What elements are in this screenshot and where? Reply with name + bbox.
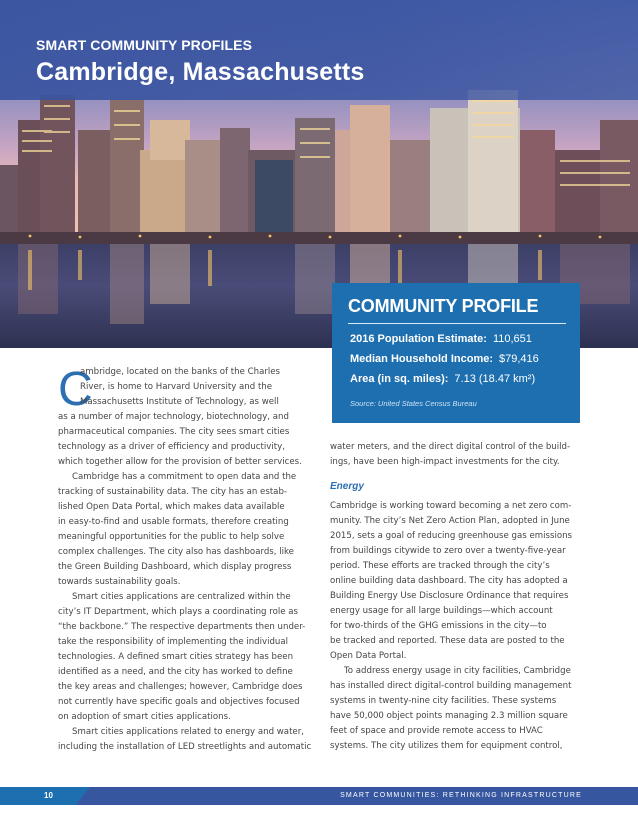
text-line: complex challenges. The city also has dashboards, like — [58, 547, 294, 557]
text-line: ambridge, located on the banks of the Charles — [80, 367, 281, 377]
text-line: Building Energy Use Disclosure Ordinance that requires — [330, 591, 569, 601]
text-line: in easy-to-find and usable formats, therefore creating — [58, 517, 289, 527]
stat-label: Area (in sq. miles): — [350, 373, 449, 385]
body-left-column — [58, 365, 320, 755]
text-line: has installed direct digital-control building management — [330, 681, 572, 691]
body-right-column — [330, 440, 590, 754]
text-line: the key areas and challenges; however, Cambridge does — [58, 682, 303, 692]
text-line: tracking of sustainability data. The city has an estab- — [58, 487, 288, 497]
stat-label: 2016 Population Estimate: — [350, 333, 487, 345]
text-line: from buildings citywide to zero over a twenty-five-year — [330, 546, 566, 556]
text-line: as a number of major technology, biotechnology, and — [58, 412, 289, 422]
community-profile-box — [332, 283, 580, 423]
text-line: for two-thirds of the GHG emissions in the city—to — [330, 621, 547, 631]
text-line: identified as a need, and the city has worked to define — [58, 667, 293, 677]
text-line: Smart cities applications are centralized within the — [72, 592, 291, 602]
section-kicker: SMART COMMUNITY PROFILES — [36, 37, 253, 53]
text-line: which together allow for the provision of better services. — [58, 457, 302, 467]
page-title: Cambridge, Massachusetts — [36, 58, 365, 86]
text-line: pharmaceutical companies. The city sees smart cities — [58, 427, 290, 437]
text-line: systems in twenty-nine city facilities. These systems — [330, 696, 557, 706]
stat-population — [350, 333, 532, 345]
text-line: feet of space and provide remote access to HVAC — [330, 726, 543, 736]
text-line: the Green Building Dashboard, which display progress — [58, 562, 292, 572]
text-line: online building data dashboard. The city has adopted a — [330, 576, 568, 586]
stat-value: $79,416 — [499, 353, 539, 365]
text-line: Cambridge has a commitment to open data and the — [72, 472, 297, 482]
text-line: have 50,000 object points managing 2.3 million square — [330, 711, 568, 721]
stat-label: Median Household Income: — [350, 353, 494, 365]
stat-value: 7.13 (18.47 km²) — [454, 373, 536, 385]
page-number: 10 — [44, 791, 53, 800]
text-line: munity. The city’s Net Zero Action Plan, adopted in June — [330, 516, 570, 526]
text-line: not currently have specific goals and objectives focused — [58, 697, 300, 707]
profile-heading: COMMUNITY PROFILE — [348, 296, 539, 316]
text-line: “the backbone.” The respective departments then under- — [58, 622, 306, 632]
stat-income — [350, 353, 539, 365]
text-line: systems. The city utilizes them for equipment control, — [330, 741, 563, 751]
text-line: towards sustainability goals. — [58, 577, 181, 587]
text-line: Smart cities applications related to energy and water, — [72, 727, 304, 737]
profile-divider — [348, 323, 566, 324]
text-line: including the installation of LED streetlights and automatic — [58, 742, 312, 752]
text-line: be tracked and reported. These data are posted to the — [330, 636, 565, 646]
text-line: River, is home to Harvard University and the — [80, 382, 273, 392]
text-line: Open Data Portal. — [330, 651, 407, 661]
text-line: lished Open Data Portal, which makes data available — [58, 502, 285, 512]
text-line: on adoption of smart cities applications. — [58, 712, 231, 722]
text-line: To address energy usage in city facilities, Cambridge — [344, 666, 571, 676]
text-line: city’s IT Department, which plays a coordinating role as — [58, 607, 298, 617]
text-line: energy usage for all large buildings—which account — [330, 606, 553, 616]
text-line: Cambridge is working toward becoming a net zero com- — [330, 501, 572, 511]
drop-cap: C — [58, 363, 93, 416]
profile-source: Source: United States Census Bureau — [350, 399, 477, 408]
text-line: 2015, sets a goal of reducing greenhouse gas emissions — [330, 531, 573, 541]
text-line: technologies. A defined smart cities strategy has been — [58, 652, 294, 662]
text-line: technology as a driver of efficiency and productivity, — [58, 442, 285, 452]
text-line: water meters, and the direct digital control of the build- — [330, 442, 571, 452]
text-line: take the responsibility of implementing the individual — [58, 637, 289, 647]
stat-area — [350, 373, 535, 385]
text-line: Massachusetts Institute of Technology, as well — [80, 397, 279, 407]
running-title: SMART COMMUNITIES: RETHINKING INFRASTRUCTURE — [340, 792, 582, 799]
text-line: period. These efforts are tracked through the city’s — [330, 561, 550, 571]
text-line: ings, have been high-impact investments for the city. — [330, 457, 560, 467]
stat-value: 110,651 — [492, 333, 532, 345]
energy-heading: Energy — [330, 481, 364, 492]
text-line: meaningful opportunities for the public to help solve — [58, 532, 285, 542]
